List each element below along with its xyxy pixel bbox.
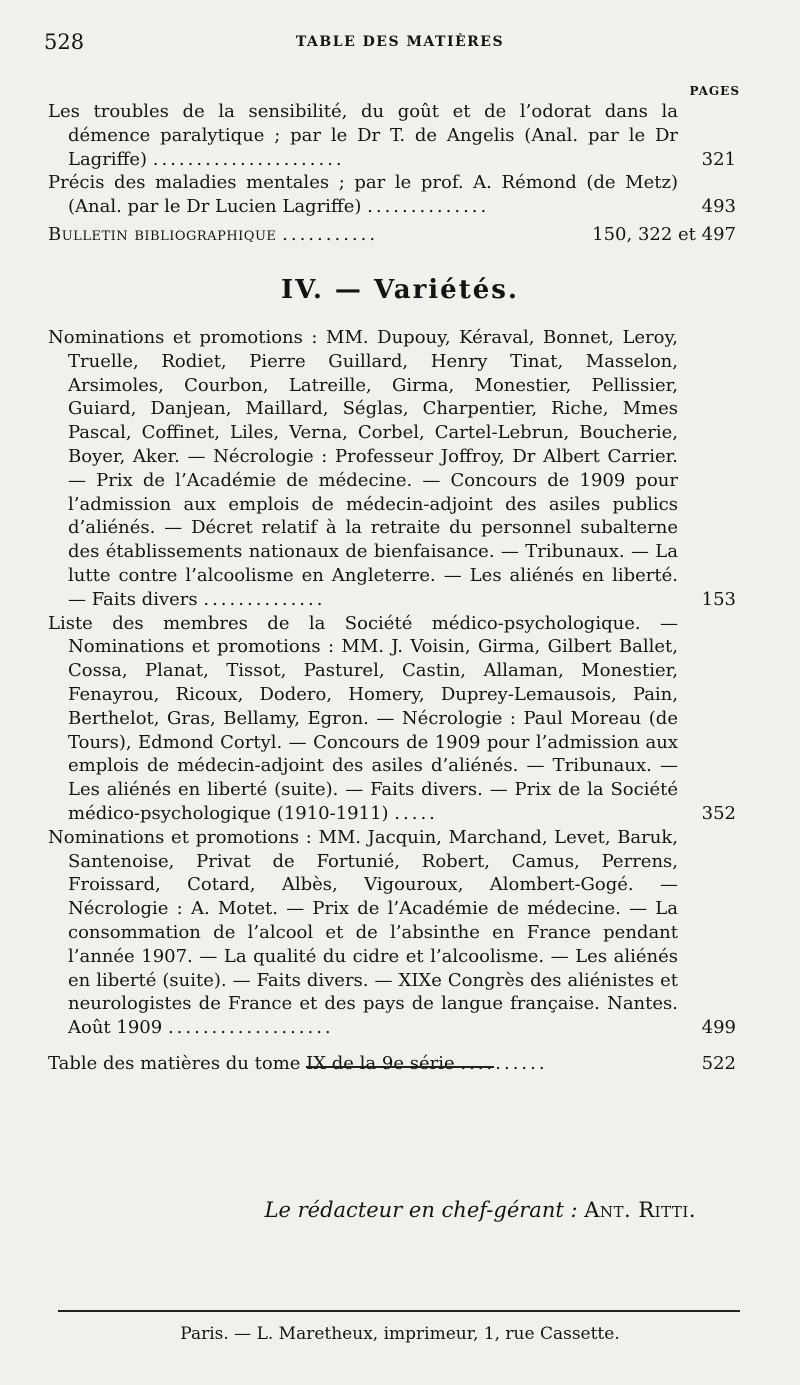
entry-text: Nominations et promotions : MM. Jacquin, Marchand, Levet, Baruk, Santenoise, Privat de Fortunié, Robert, Camus, Perrens, Froissard, Cotard, Albès, Vigouroux, Alombert-Gogé. — Nécrologie : A. Motet. — Prix de l’Académie de médecine. — La consommation de l’alcool et de l’absinthe en France pendant l’année 1907. — La qualité du cidre et l’alcoolisme. — Les aliénés en liberté (suite). — Faits divers. — XIXe Congrès des aliénistes et neurologistes de France et des pays de langue française. Nantes. Août 1909 — [48, 826, 678, 1039]
entry-page: 153 — [701, 588, 736, 610]
running-title: TABLE DES MATIÈRES — [295, 34, 505, 50]
leader-dots: ...................... — [152, 148, 345, 170]
leader-dots: .......... — [460, 1052, 548, 1074]
toc-entry — [48, 326, 736, 612]
entry-text: Liste des membres de la Société médico-psychologique. — Nominations et promotions : MM. J. Voisin, Girma, Gilbert Ballet, Cossa, Planat, Tissot, Pasturel, Castin, Allaman, Monestier, Fenayrou, Ricoux, Dodero, Homery, Duprey-Lemausois, Pain, Berthelot, Gras, Bellamy, Egron. — Nécrologie : Paul Moreau (de Tours), Edmond Cortyl. — Concours de 1909 pour l’admission aux emplois de médecin-adjoint des asiles d’aliénés. — Tribunaux. — Les aliénés en liberté (suite). — Faits divers. — Prix de la Société médico-psychologique (1910-1911) — [48, 612, 678, 824]
entry-page: 352 — [701, 802, 736, 824]
entry-text: Les troubles de la sensibilité, du goût et de l’odorat dans la démence paralytique ; par le Dr T. de Angelis (Anal. par le Dr Lagriffe) — [48, 101, 678, 170]
entry-text: Précis des maladies mentales ; par le prof. A. Rémond (de Metz) (Anal. par le Dr Lucien Lagriffe) — [48, 172, 678, 218]
leader-dots: .............. — [203, 588, 326, 610]
leader-dots: ................... — [167, 1017, 334, 1039]
toc-entry — [48, 826, 736, 1040]
entry-page: 493 — [701, 196, 736, 218]
leader-dots: .............. — [367, 196, 490, 218]
entry-page: 499 — [701, 1017, 736, 1039]
printer-imprint: Paris. — L. Maretheux, imprimeur, 1, rue Cassette. — [180, 1324, 620, 1344]
leader-dots: ........... — [282, 223, 379, 245]
divider-rule — [306, 1066, 494, 1068]
toc-entry — [48, 1052, 736, 1076]
entry-text: Bulletin bibliographique — [48, 223, 277, 245]
toc-varietes-block — [48, 326, 736, 1076]
toc-entry — [48, 171, 736, 219]
entry-page: 321 — [701, 148, 736, 170]
signature-label: Le rédacteur en chef-gérant : — [264, 1198, 578, 1222]
entry-text: Nominations et promotions : MM. Dupouy, Kéraval, Bonnet, Leroy, Truelle, Rodiet, Pierre Guillard, Henry Tinat, Masselon, Arsimoles, Courbon, Latreille, Girma, Monestier, Pellissier, Guiard, Danjean, Maillard, Séglas, Charpentier, Riche, Mmes Pascal, Coffinet, Liles, Verna, Corbel, Cartel-Lebrun, Boucherie, Boyer, Aker. — Nécrologie : Professeur Joffroy, Dr Albert Carrier. — Prix de l’Académie de médecine. — Concours de 1909 pour l’admission aux emplois de médecin-adjoint des asiles publics d’aliénés. — Décret relatif à la retraite du personnel subalterne des établissements nationaux de bienfaisance. — Tribunaux. — La lutte contre l’alcoolisme en Angleterre. — Les aliénés en liberté. — Faits divers — [48, 327, 678, 610]
entry-page: 150, 322 et 497 — [592, 223, 736, 245]
page-header — [44, 30, 756, 60]
entry-page: 522 — [701, 1052, 736, 1074]
footer-rule — [58, 1310, 740, 1312]
page-number: 528 — [44, 30, 85, 54]
entry-text: Table des matières du tome IX de la 9e série — [48, 1052, 455, 1074]
toc-top-block — [48, 100, 736, 247]
section-title: IV. — Variétés. — [281, 275, 519, 305]
pages-column-label: PAGES — [689, 84, 740, 98]
signature-line — [265, 1198, 696, 1222]
toc-entry — [48, 612, 736, 826]
toc-entry — [48, 223, 736, 247]
leader-dots: ..... — [394, 802, 438, 824]
toc-entry — [48, 100, 736, 171]
signature-name: Ant. Ritti. — [584, 1198, 696, 1222]
